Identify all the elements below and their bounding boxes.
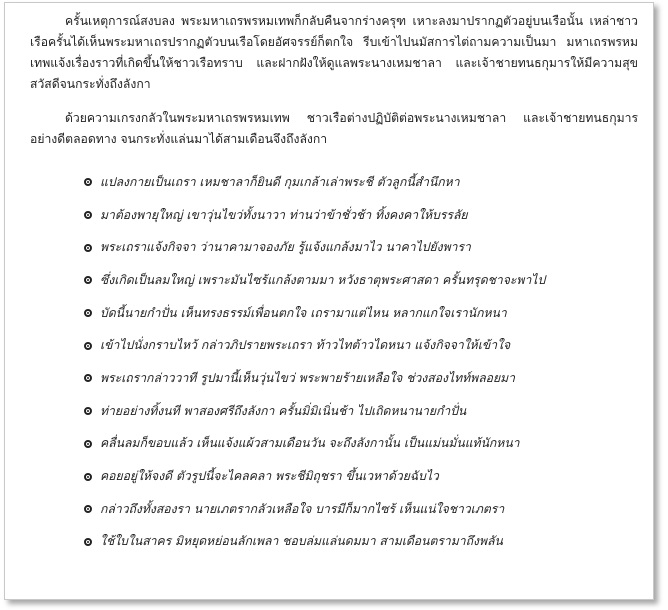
bullet-icon	[84, 374, 92, 382]
bullet-icon	[84, 276, 92, 284]
verse-text: คอยอยู่ให้จงดี ตัวรูปนี้จะไคลคลา พระชีมิถุชรา ขึ้นเวหาด้วยฉับไว	[100, 469, 439, 484]
bullet-icon	[84, 309, 92, 317]
verse-text: พระเถราแจ้งกิจจา ว่านาคามาจองภัย รู้แจ้งแกล้งมาไว นาคาไปยังพารา	[100, 240, 471, 255]
verse-text: กล่าวถึงทั้งสองรา นายเภตรากลัวเหลือใจ บารมีก็มากไซร้ เห็นแน่ใจชาวเภตรา	[100, 501, 505, 516]
paragraph-1: ครั้นเหตุการณ์สงบลง พระมหาเถรพรหมเทพก็กลับคืนจากร่างครุฑ เหาะลงมาปรากฏตัวอยู่บนเรือนั้น เหล่าชาวเรือครั้นได้เห็นพระมหาเถรปรากฏตัวบนเรือโดยอัศจรรย์ก็ตกใจ รีบเข้าไปนมัสการไต่ถามความเป็นมา มหาเถรพรหมเทพแจ้งเรื่องราวที่เกิดขึ้นให้ชาวเรือทราบ และฝากฝังให้ดูแลพระนางเหมชาลา และเจ้าชายทนธกุมารให้มีความสุขสวัสดีจนกระทั่งถึงลังกา	[30, 14, 638, 91]
verse-item	[84, 297, 638, 330]
verse-text: พระเถรากล่าววาที รูปมานี้เห็นวุ่นไขว่ พระพายร้ายเหลือใจ ช่วงสองไทท์พลอยมา	[100, 370, 516, 385]
verse-item	[84, 199, 638, 232]
document-frame	[4, 2, 654, 600]
verse-text: แปลงกายเป็นเถรา เหมชาลาก็ยินดี กุมเกล้าเล่าพระชี ตัวลูกนี้สำนึกหา	[100, 174, 460, 189]
bullet-icon	[84, 440, 92, 448]
paragraph-2: ด้วยความเกรงกลัวในพระมหาเถรพรหมเทพ ชาวเรือต่างปฏิบัติต่อพระนางเหมชาลา และเจ้าชายทนธกุมารอย่างดีตลอดทาง จนกระทั่งแล่นมาได้สามเดือนจึงถึงลังกา	[30, 111, 638, 146]
bullet-icon	[84, 538, 92, 546]
bullet-icon	[84, 211, 92, 219]
bullet-icon	[84, 244, 92, 252]
verse-item	[84, 264, 638, 297]
verse-list	[30, 166, 638, 558]
verse-item	[84, 166, 638, 199]
verse-item	[84, 428, 638, 461]
document-content	[30, 11, 638, 558]
verse-item	[84, 493, 638, 526]
verse-item	[84, 231, 638, 264]
verse-text: คลื่นลมก็ขอบแล้ว เห็นแจ้งแผ้วสามเดือนวัน จะถึงลังกานั้น เป็นแม่นมั่นแท้นักหนา	[100, 436, 520, 451]
verse-item	[84, 526, 638, 559]
verse-text: ท่ายอย่างทิ้งนที พาสองศรีถึงลังกา ครั้นมิ่มิเนิ่นช้า ไปเถิดหนานายกำปั่น	[100, 403, 467, 418]
verse-text: บัดนี้นายกำปั่น เห็นทรงธรรม์เพื่อนตกใจ เถรามาแต่ไหน หลากแกใจเรานักหนา	[100, 305, 507, 320]
bullet-icon	[84, 178, 92, 186]
verse-item	[84, 395, 638, 428]
verse-item	[84, 329, 638, 362]
verse-item	[84, 460, 638, 493]
bullet-icon	[84, 407, 92, 415]
bullet-icon	[84, 473, 92, 481]
bullet-icon	[84, 505, 92, 513]
verse-text: เข้าไปนั่งกราบไหว้ กล่าวภิปรายพระเถรา ท้าวไทต้าวไดหนา แจ้งกิจจาให้เข้าใจ	[100, 338, 511, 353]
verse-text: ใช้ใบในสาคร มิหยุดหย่อนลักเพลา ชอบล่มแล่นดมมา สามเดือนตรามาถึงพลัน	[100, 534, 503, 549]
verse-text: มาต้องพายุใหญ่ เขาวุ่นไขว่ทั้งนาวา ท่านว่าข้าชั่วช้า ทิ้งคงคาให้บรรลัย	[100, 207, 468, 222]
bullet-icon	[84, 342, 92, 350]
verse-text: ซึ่งเกิดเป็นลมใหญ่ เพราะมันไซร้แกล้งตามมา หวังธาตุพระศาสดา ครั้นทรุดชาจะพาไป	[100, 272, 546, 287]
verse-item	[84, 362, 638, 395]
